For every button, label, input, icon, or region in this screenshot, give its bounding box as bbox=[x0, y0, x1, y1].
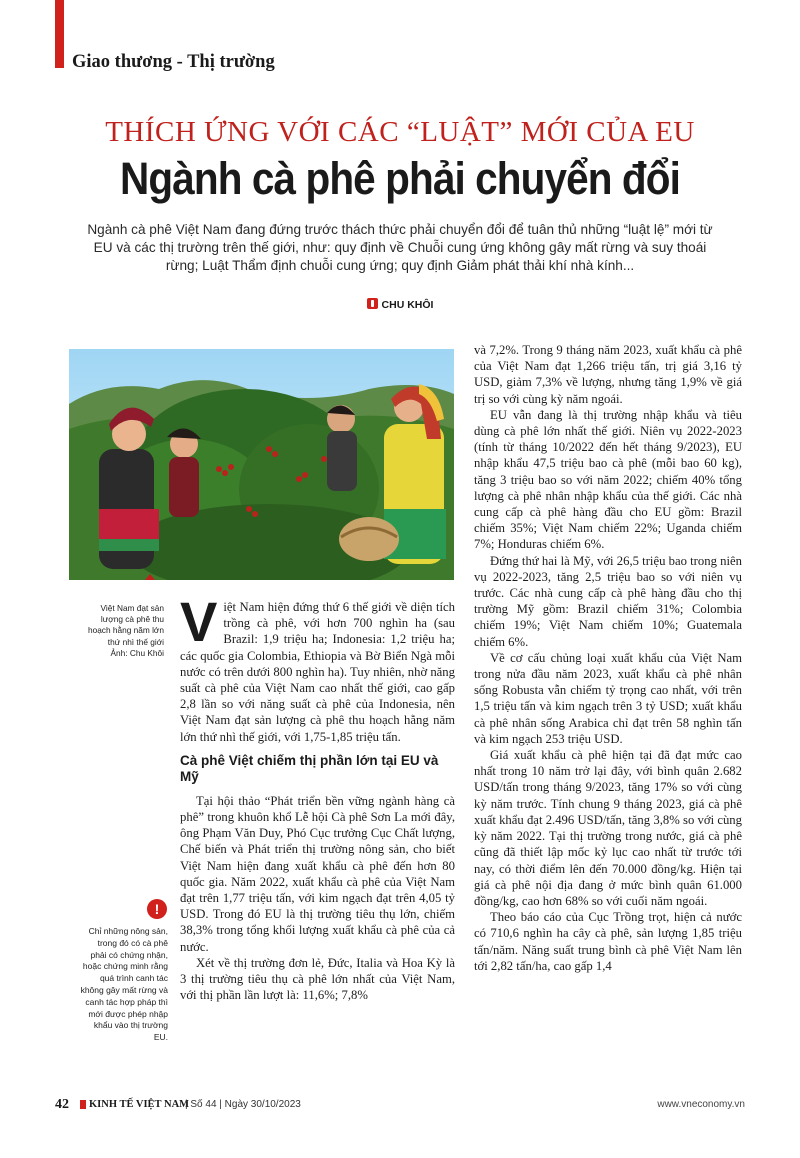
body-paragraph: Đứng thứ hai là Mỹ, với 26,5 triệu bao trong niên vụ 2022-2023, tăng 2,5 triệu bao so với niên vụ trước. Các nhà cung cấp cà phê hàng đầu cho thị trường Mỹ gồm: Brazil chiếm 31%; Colombia chiếm 19%; Việt Nam chiếm 10%; Guatemala chiếm 6%. bbox=[474, 553, 742, 649]
exclamation-icon: ! bbox=[147, 899, 167, 919]
intro-paragraph bbox=[180, 590, 455, 745]
body-paragraph: Tại hội thảo “Phát triển bền vững ngành hàng cà phê” trong khuôn khổ Lễ hội Cà phê Sơn La mới đây, ông Phạm Văn Duy, Phó Cục trưởng Cục Chất lượng, Chế biến và Phát triển thị trường nông sản, cho biết Việt Nam hiện đang xuất khẩu cà phê đến hơn 80 quốc gia. Năm 2022, xuất khẩu cà phê của Việt Nam đạt trên 1,77 triệu tấn, với kim ngạch đạt trên 4,05 tỷ USD. Trong đó EU là thị trường tiêu thụ lớn, chiếm 38,3% trong tổng khối lượng xuất khẩu cà phê của cả nước. bbox=[180, 793, 455, 954]
photo-caption bbox=[82, 603, 164, 659]
body-paragraph: Giá xuất khẩu cà phê hiện tại đã đạt mức cao nhất trong 10 năm trở lại đây, với bình quân 2.682 USD/tấn trong tháng 9/2023, tăng 17% so với cùng kỳ năm trước. Tính chung 9 tháng 2023, giá cà phê xuất khẩu đạt 2.496 USD/tấn, tăng 3,8% so với cùng kỳ năm 2022. Tại thị trường trong nước, giá cà phê cũng đã thiết lập mốc kỷ lục cao nhất từ trước tới nay, có thời điểm lên đến 70.000 đồng/kg. Hiện tại giá cà phê nội địa đang ở mức bình quân 61.000 đồng/kg, cao hơn 68% so với cuối năm ngoái. bbox=[474, 748, 742, 908]
article-column-right bbox=[474, 342, 742, 974]
body-paragraph: Về cơ cấu chủng loại xuất khẩu của Việt Nam trong nửa đầu năm 2023, xuất khẩu cà phê nhân sống Robusta vẫn chiếm tỷ trọng cao nhất, với trên 1,5 triệu tấn và kim ngạch trên 3 tỷ USD; xuất khẩu cà phê nhân sống Arabica chỉ đạt trên 58 nghìn tấn và kim ngạch 253 triệu USD. bbox=[474, 650, 742, 746]
byline bbox=[0, 298, 800, 311]
intro-text: iệt Nam hiện đứng thứ 6 thế giới về diện tích trồng cà phê, với hơn 700 nghìn ha (sau Brazil: 1,9 triệu ha; Indonesia: 1,2 triệu ha; các quốc gia Colombia, Ethiopia và Bờ Biển Ngà mỗi nước có trên dưới 800 nghìn ha). Tuy nhiên, nhờ năng suất cà phê của Việt Nam cao nhất thế giới, cao gấp 2,8 lần so với năng suất cà phê của Indonesia, nên Việt Nam đạt sản lượng cà phê thu hoạch hằng năm lớn thứ nhì thế giới, với 1,75-1,85 triệu tấn. bbox=[180, 600, 455, 744]
page-number: 42 bbox=[55, 1097, 69, 1112]
photo-credit: Ảnh: Chu Khôi bbox=[110, 647, 164, 658]
photo-caption-text: Việt Nam đạt sản lượng cà phê thu hoạch hằng năm lớn thứ nhì thế giới bbox=[87, 603, 164, 647]
body-paragraph: Xét về thị trường đơn lẻ, Đức, Italia và Hoa Kỳ là 3 thị trường tiêu thụ cà phê lớn nhất của Việt Nam, với thị phần lần lượt là: 11,6%; 7,8% bbox=[180, 955, 455, 1003]
website-link[interactable]: www.vneconomy.vn bbox=[657, 1099, 745, 1110]
body-paragraph: Theo báo cáo của Cục Trồng trọt, hiện cả nước có 710,6 nghìn ha cây cà phê, sản lượng 1,85 triệu tấn/năm. Năng suất trung bình cà phê Việt Nam lên tới 2,82 tấn/ha, cao gấp 1,4 bbox=[474, 910, 742, 973]
magazine-name: KINH TẾ VIỆT NAM bbox=[89, 1099, 190, 1110]
article-headline: Ngành cà phê phải chuyển đổi bbox=[120, 153, 680, 204]
page-footer bbox=[55, 1097, 745, 1117]
body-paragraph: và 7,2%. Trong 9 tháng năm 2023, xuất khẩu cà phê của Việt Nam đạt 1,266 triệu tấn, trị giá 3,16 tỷ USD, giảm 7,3% về lượng, nhưng tăng 1,9% về giá trị so với cùng kỳ năm ngoái. bbox=[474, 343, 742, 406]
pen-icon bbox=[367, 298, 378, 309]
section-label: Giao thương - Thị trường bbox=[72, 52, 275, 72]
body-paragraph: EU vẫn đang là thị trường nhập khẩu và tiêu dùng cà phê lớn nhất thế giới. Niên vụ 2022-2023 (tính từ tháng 10/2022 đến hết tháng 9/2023), EU nhập khẩu 47,5 triệu bao cà phê (mỗi bao 60 kg), tăng 3 triệu bao so với năm 2022; chiếm 40% tổng lượng cà phê nhân nhập khẩu của thế giới. Các nhà cung cấp cà phê hàng đầu cho EU gồm: Brazil chiếm 35%; Việt Nam chiếm 22%; Uganda chiếm 7%; Honduras chiếm 6%. bbox=[474, 407, 742, 552]
article-photo bbox=[69, 349, 454, 580]
article-column-middle bbox=[180, 590, 455, 1003]
caption-marker-icon bbox=[145, 574, 155, 580]
article-kicker: THÍCH ỨNG VỚI CÁC “LUẬT” MỚI CỦA EU bbox=[105, 116, 695, 148]
byline-author: CHU KHÔI bbox=[381, 299, 434, 311]
sidebar-note: Chỉ những nông sản, trong đó có cà phê phải có chứng nhận, hoặc chứng minh rằng quá trình canh tác không gây mất rừng và canh tác hợp pháp thì mới được phép nhập khẩu vào thị trường EU. bbox=[80, 926, 168, 1043]
issue-info: | Số 44 | Ngày 30/10/2023 bbox=[185, 1099, 301, 1110]
dropcap: V bbox=[180, 590, 218, 653]
section-accent-bar bbox=[55, 0, 64, 68]
article-sapo: Ngành cà phê Việt Nam đang đứng trước thách thức phải chuyển đổi để tuân thủ những “luật lệ” mới từ EU và các thị trường trên thế giới, như: quy định về Chuỗi cung ứng không gây mất rừng và suy thoái rừng; Luật Thẩm định chuỗi cung ứng; quy định Giảm phát thải khí nhà kính... bbox=[87, 222, 713, 273]
magazine-mark-icon bbox=[80, 1100, 86, 1109]
article-subhead: Cà phê Việt chiếm thị phần lớn tại EU và Mỹ bbox=[180, 752, 439, 784]
